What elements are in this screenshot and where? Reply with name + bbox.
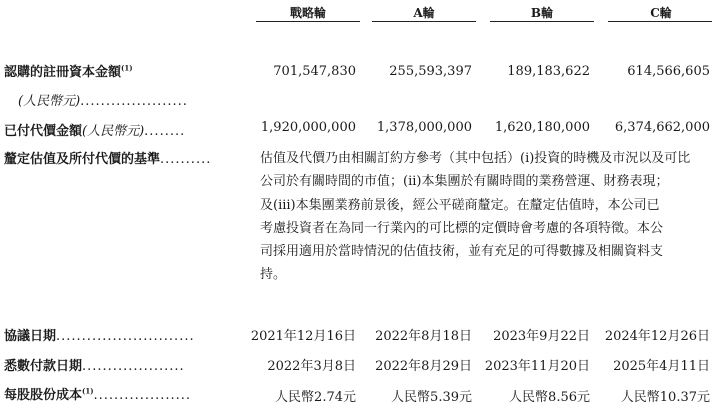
valuation-basis-text [260,147,712,287]
cell-value: 1,378,000,000 [376,120,472,135]
cell-value: 1,620,180,000 [494,120,590,135]
cell-value: 人民幣10.37元 [620,390,710,405]
basis-line: 持。 [260,267,287,283]
row-label-full-payment-date: 悉數付款日期.................... [4,359,185,374]
cell-value: 701,547,830 [273,64,356,79]
row-label-unit: (人民幣元)..................... [18,94,188,109]
cell-value: 2023年9月22日 [493,329,590,344]
cell-value: 人民幣8.56元 [509,390,590,405]
basis-line: 估值及代價乃由相關訂約方參考（其中包括）(i)投資的時機及市況以及可比 [260,151,691,166]
row-label-consideration-paid: 已付代價金額(人民幣元)........ [4,124,186,139]
basis-line: 考慮投資者在為同一行業內的可比標的定價時會考慮的各項特徵。本公 [260,220,664,236]
basis-line: 及(iii)本集團業務前景後，經公平磋商釐定。在釐定估值時，本公司已 [260,197,660,213]
header-rule [608,21,712,22]
row-label-registered-capital: 認購的註冊資本金額$^{(1)}$ [4,63,133,80]
basis-line: 司採用適用於當時情況的估值技術，並有充足的可得數據及相關資料支 [260,244,664,260]
cell-value: 2021年12月16日 [250,329,356,344]
cell-value: 614,566,605 [627,64,710,79]
cell-value: 2022年8月29日 [375,359,472,374]
row-label-valuation-basis: 釐定估值及所付代價的基準.......... [4,152,212,167]
column-header-round-a: A輪 [413,6,435,20]
cell-value: 2023年11月20日 [484,359,590,374]
row-label-agreement-date: 協議日期........................... [4,329,195,344]
cell-value: 189,183,622 [507,64,590,79]
basis-line: 公司於有關時間的市值；(ii)本集團於有關時間的業務營運、財務表現； [260,174,669,190]
row-label-cost-per-share: 每股股份成本$^{(1)}$................... [4,386,192,403]
column-header-round-c: C輪 [650,6,672,20]
cell-value: 2024年12月26日 [604,329,710,344]
cell-value: 6,374,662,000 [614,120,710,135]
column-header-strategic: 戰略輪 [289,6,326,20]
header-rule [490,21,594,22]
cell-value: 人民幣5.39元 [391,390,472,405]
header-rule [256,21,360,22]
header-rule [372,21,476,22]
cell-value: 1,920,000,000 [260,120,356,135]
cell-value: 2025年4月11日 [613,359,710,374]
cell-value: 人民幣2.74元 [275,390,356,405]
cell-value: 255,593,397 [389,64,472,79]
column-header-round-b: B輪 [530,6,554,20]
cell-value: 2022年3月8日 [267,359,356,374]
cell-value: 2022年8月18日 [375,329,472,344]
